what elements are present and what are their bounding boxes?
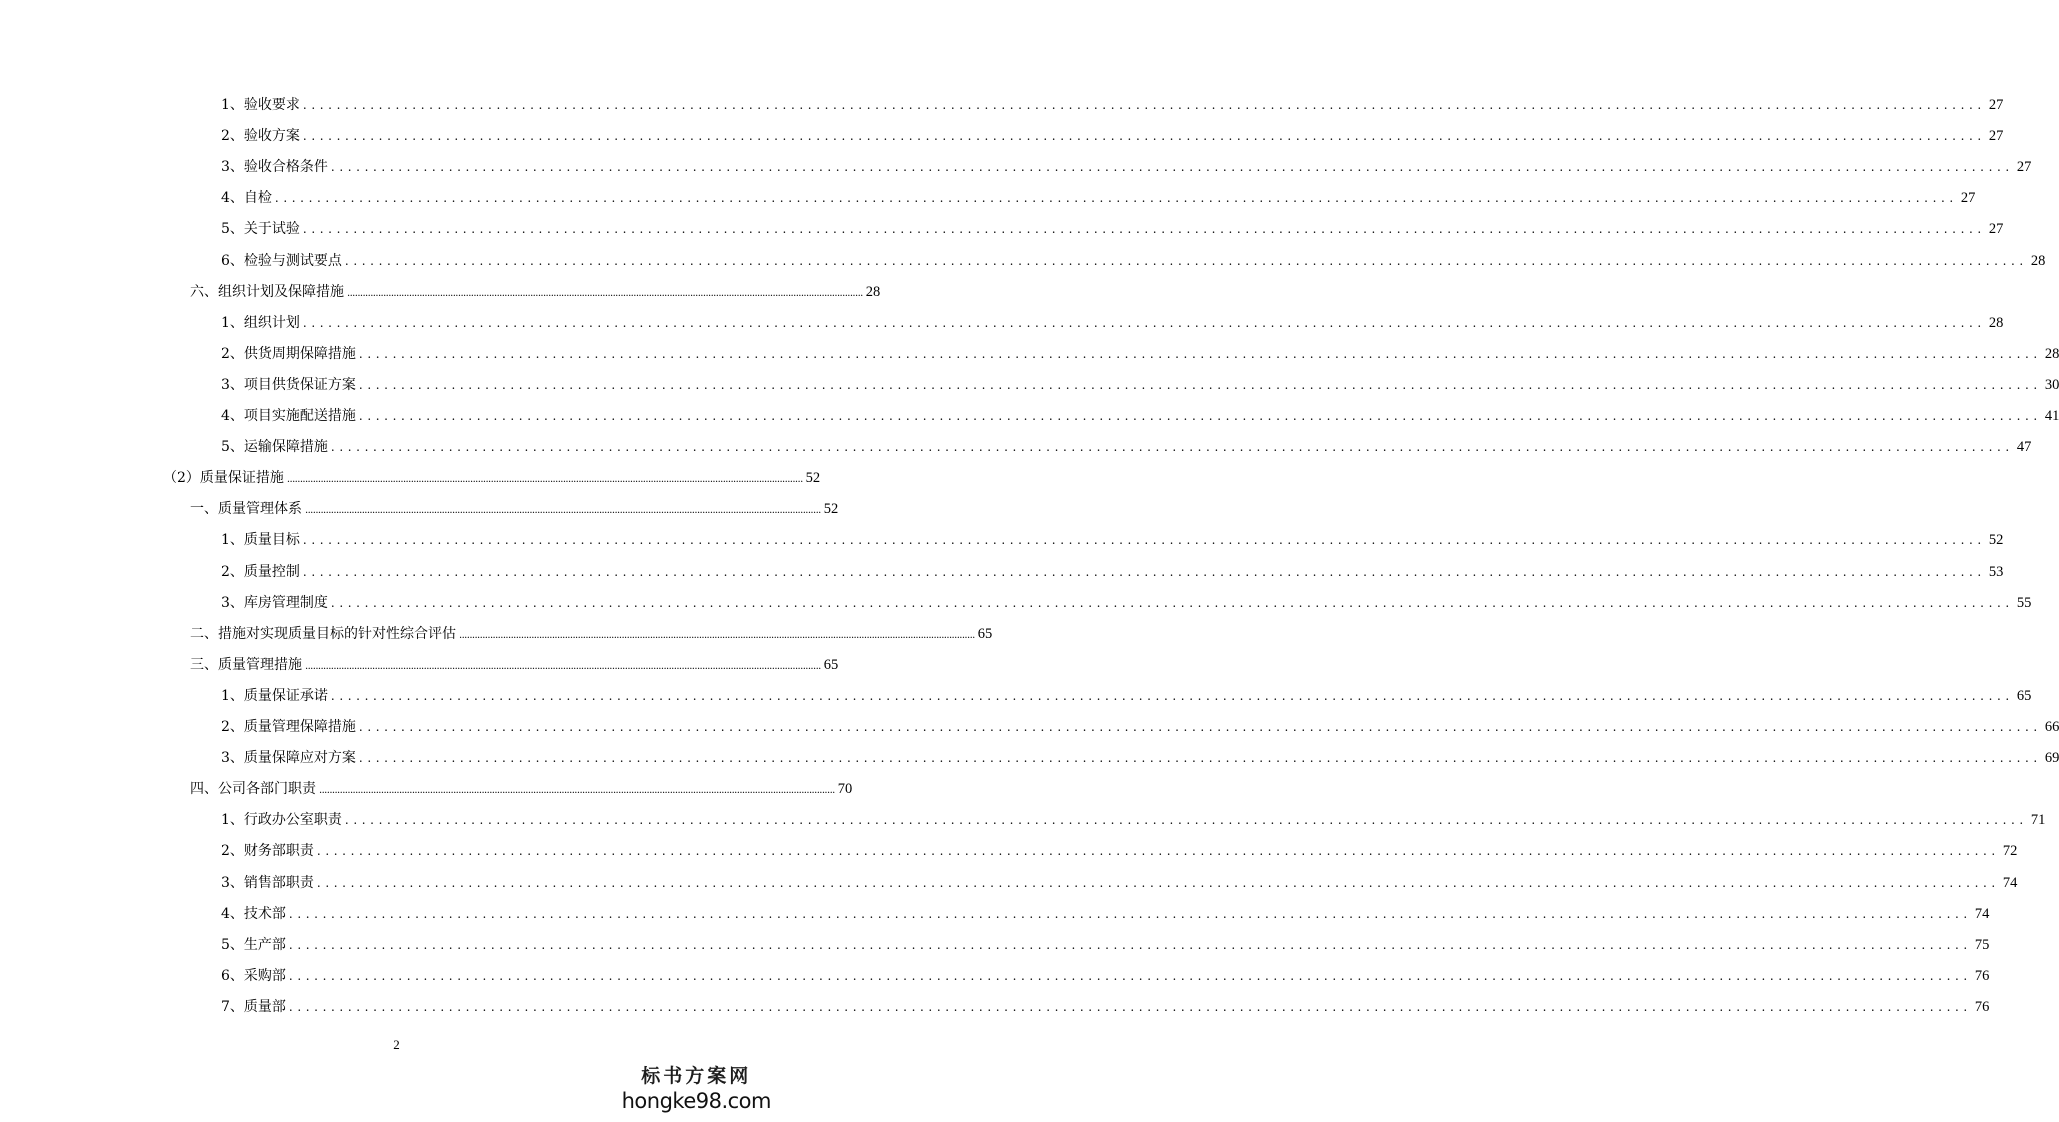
toc-dot-leader: ........................................................................................................................................................................................................: [288, 968, 1972, 983]
toc-entry-page: 27: [1988, 97, 2004, 113]
toc-entry[interactable]: [221, 592, 2032, 614]
toc-dot-leader: ........................................................................................................................................................................................................: [302, 98, 1986, 112]
toc-entry-page: 52: [1988, 532, 2004, 549]
toc-entry-title: 财务部职责: [243, 843, 314, 860]
toc-entry-number: 5、: [221, 936, 244, 953]
toc-entry[interactable]: [221, 374, 2059, 396]
toc-entry-title: 组织计划: [243, 314, 300, 331]
toc-entry-title: 项目实施配送措施: [243, 408, 356, 424]
toc-dot-leader: ........................................................................................................................................................................................................: [344, 813, 2028, 828]
toc-entry-number: 3、: [221, 750, 244, 767]
toc-entry-title: 库房管理制度: [243, 594, 328, 611]
toc-entry-page: 65: [977, 625, 993, 642]
toc-dot-leader: ........................................................................................................................................................................................................: [305, 660, 821, 672]
toc-dot-leader: ........................................................................................................................................................................................................: [302, 564, 1986, 579]
toc-entry-title: 生产部: [243, 936, 286, 953]
toc-entry[interactable]: [221, 156, 2032, 178]
toc-entry-page: 69: [2044, 750, 2059, 767]
toc-entry[interactable]: [190, 778, 853, 800]
toc-entry[interactable]: [221, 965, 1990, 987]
toc-entry-title: 运输保障措施: [243, 439, 328, 456]
toc-dot-leader: ........................................................................................................................................................................................................: [330, 160, 2014, 175]
toc-entry-number: 4、: [221, 408, 244, 424]
toc-entry-title: 供货周期保障措施: [243, 345, 356, 362]
toc-entry-title: 质量控制: [243, 563, 300, 580]
toc-entry-title: 质量管理体系: [218, 501, 302, 518]
toc-entry-number: 3、: [221, 159, 244, 176]
toc-entry-page: 27: [1988, 221, 2004, 238]
toc-entry[interactable]: [221, 872, 2018, 894]
toc-entry-title: 验收合格条件: [243, 159, 328, 176]
toc-entry-page: 76: [1974, 998, 1990, 1015]
toc-entry[interactable]: [221, 561, 2004, 583]
toc-entry-title: 措施对实现质量目标的针对性综合评估: [218, 625, 456, 642]
toc-entry-title: 行政办公室职责: [243, 812, 342, 829]
toc-entry-number: 3、: [221, 874, 244, 891]
toc-entry[interactable]: [221, 94, 2004, 116]
toc-entry-page: 27: [1988, 128, 2004, 145]
toc-entry-page: 71: [2030, 812, 2046, 829]
toc-dot-leader: ........................................................................................................................................................................................................: [286, 474, 803, 486]
toc-dot-leader: ........................................................................................................................................................................................................: [302, 222, 1986, 237]
toc-entry[interactable]: [221, 529, 2004, 551]
toc-entry-number: 1、: [221, 687, 244, 704]
toc-dot-leader: ........................................................................................................................................................................................................: [316, 844, 2000, 859]
toc-entry-number: 2、: [221, 563, 244, 580]
toc-entry-title: 质量管理措施: [218, 656, 302, 673]
toc-entry-page: 70: [837, 781, 853, 798]
toc-dot-leader: ........................................................................................................................................................................................................: [330, 440, 2014, 455]
toc-entry-page: 65: [823, 656, 839, 673]
toc-entry-page: 52: [805, 470, 821, 487]
toc-entry-page: 74: [1974, 905, 1990, 922]
toc-entry-number: 3、: [221, 376, 244, 393]
toc-entry-page: 52: [823, 501, 839, 518]
toc-entry-title: 技术部: [243, 905, 286, 922]
toc-entry-number: （2）: [163, 470, 200, 487]
toc-entry-page: 76: [1974, 967, 1990, 984]
toc-entry-number: 1、: [221, 812, 244, 829]
toc-entry-title: 质量保障应对方案: [243, 750, 356, 767]
toc-entry[interactable]: [221, 716, 2059, 738]
watermark-logo: [622, 1064, 771, 1114]
toc-entry-page: 28: [1988, 314, 2004, 331]
toc-entry-number: 6、: [221, 967, 244, 984]
toc-entry-number: 三、: [190, 656, 218, 673]
toc-dot-leader: ........................................................................................................................................................................................................: [347, 287, 863, 299]
toc-entry-number: 6、: [221, 252, 244, 269]
toc-entry[interactable]: [190, 281, 881, 303]
toc-entry[interactable]: [221, 747, 2059, 769]
toc-entry-title: 公司各部门职责: [218, 781, 316, 798]
toc-entry-number: 2、: [221, 719, 244, 735]
toc-entry-page: 47: [2016, 439, 2032, 456]
toc-entry-number: 一、: [190, 501, 218, 518]
toc-entry-page: 30: [2044, 376, 2059, 393]
toc-entry-page: 75: [1974, 936, 1990, 953]
toc-entry[interactable]: [221, 685, 2032, 707]
toc-entry[interactable]: [221, 840, 2018, 862]
toc-entry-number: 2、: [221, 128, 244, 145]
toc-entry-title: 质量目标: [243, 532, 300, 549]
toc-entry[interactable]: [221, 343, 2059, 365]
toc-entry-number: 5、: [221, 221, 244, 238]
toc-dot-leader: ........................................................................................................................................................................................................: [302, 129, 1986, 144]
watermark-chinese: 标书方案网: [641, 1065, 752, 1087]
toc-dot-leader: ........................................................................................................................................................................................................: [288, 999, 1972, 1014]
toc-entry[interactable]: [221, 187, 1976, 209]
toc-entry-title: 关于试验: [243, 221, 300, 238]
toc-dot-leader: ........................................................................................................................................................................................................: [330, 595, 2014, 610]
toc-entry-title: 质量部: [243, 998, 286, 1015]
toc-entry[interactable]: [221, 903, 1990, 925]
toc-entry-title: 销售部职责: [243, 874, 314, 891]
toc-dot-leader: ........................................................................................................................................................................................................: [358, 409, 2042, 423]
toc-entry-page: 66: [2044, 719, 2059, 735]
toc-entry-title: 组织计划及保障措施: [218, 283, 344, 300]
toc-entry-number: 3、: [221, 594, 244, 611]
toc-dot-leader: ........................................................................................................................................................................................................: [274, 191, 1958, 206]
toc-dot-leader: ........................................................................................................................................................................................................: [319, 785, 835, 797]
toc-entry-number: 1、: [221, 314, 244, 331]
toc-entry-page: 74: [2002, 874, 2018, 891]
toc-dot-leader: ........................................................................................................................................................................................................: [288, 906, 1972, 921]
toc-entry-page: 55: [2016, 594, 2032, 611]
toc-dot-leader: ........................................................................................................................................................................................................: [344, 253, 2028, 268]
toc-dot-leader: ........................................................................................................................................................................................................: [459, 629, 975, 641]
toc-entry-page: 41: [2044, 408, 2059, 424]
toc-entry[interactable]: [221, 405, 2059, 427]
toc-entry-number: 二、: [190, 625, 218, 642]
toc-entry[interactable]: [221, 218, 2004, 240]
toc-entry-page: 72: [2002, 843, 2018, 860]
toc-entry-page: 28: [865, 283, 881, 300]
toc-entry-title: 项目供货保证方案: [243, 376, 356, 393]
toc-entry[interactable]: [221, 312, 2004, 334]
toc-entry-number: 四、: [190, 781, 218, 798]
toc-entry-page: 27: [2016, 159, 2032, 176]
toc-entry[interactable]: [221, 436, 2032, 458]
toc-entry-title: 检验与测试要点: [243, 252, 342, 269]
toc-entry-page: 27: [1960, 190, 1976, 207]
toc-entry-title: 质量保证承诺: [243, 687, 328, 704]
toc-dot-leader: ........................................................................................................................................................................................................: [358, 346, 2042, 361]
toc-entry-title: 质量管理保障措施: [243, 719, 356, 735]
toc-dot-leader: ........................................................................................................................................................................................................: [288, 937, 1972, 952]
toc-entry-title: 验收要求: [243, 97, 300, 113]
toc-entry-number: 2、: [221, 843, 244, 860]
toc-entry-title: 采购部: [243, 967, 286, 984]
toc-entry[interactable]: [190, 498, 839, 520]
toc-entry[interactable]: [190, 623, 993, 645]
toc-entry-page: 53: [1988, 563, 2004, 580]
toc-entry[interactable]: [221, 809, 2046, 831]
toc-entry-number: 4、: [221, 190, 244, 207]
watermark-url: hongke98.com: [621, 1089, 771, 1113]
toc-entry[interactable]: [190, 654, 839, 676]
toc-entry[interactable]: [221, 125, 2004, 147]
toc-entry[interactable]: [163, 467, 821, 489]
toc-dot-leader: ........................................................................................................................................................................................................: [302, 315, 1986, 330]
toc-dot-leader: ........................................................................................................................................................................................................: [358, 751, 2042, 766]
toc-entry-title: 验收方案: [243, 128, 300, 145]
toc-entry[interactable]: [221, 250, 2046, 272]
toc-entry[interactable]: [221, 934, 1990, 956]
toc-dot-leader: ........................................................................................................................................................................................................: [316, 875, 2000, 890]
toc-dot-leader: ........................................................................................................................................................................................................: [358, 720, 2042, 734]
toc-dot-leader: ........................................................................................................................................................................................................: [305, 505, 821, 517]
page-number: 2: [393, 1037, 400, 1052]
toc-entry[interactable]: [221, 996, 1990, 1018]
toc-entry-number: 7、: [221, 998, 244, 1015]
toc-dot-leader: ........................................................................................................................................................................................................: [358, 377, 2042, 392]
toc-dot-leader: ........................................................................................................................................................................................................: [302, 533, 1986, 548]
toc-entry-page: 28: [2030, 252, 2046, 269]
toc-entry-number: 1、: [221, 97, 244, 113]
toc-entry-title: 自检: [243, 190, 272, 207]
toc-dot-leader: ........................................................................................................................................................................................................: [330, 688, 2014, 703]
toc-entry-number: 1、: [221, 532, 244, 549]
toc-entry-title: 质量保证措施: [199, 470, 284, 487]
toc-entry-number: 2、: [221, 345, 244, 362]
toc-entry-number: 六、: [190, 283, 218, 300]
toc-entry-page: 65: [2016, 687, 2032, 704]
toc-entry-page: 28: [2044, 345, 2059, 362]
toc-entry-number: 5、: [221, 439, 244, 456]
toc-entry-number: 4、: [221, 905, 244, 922]
